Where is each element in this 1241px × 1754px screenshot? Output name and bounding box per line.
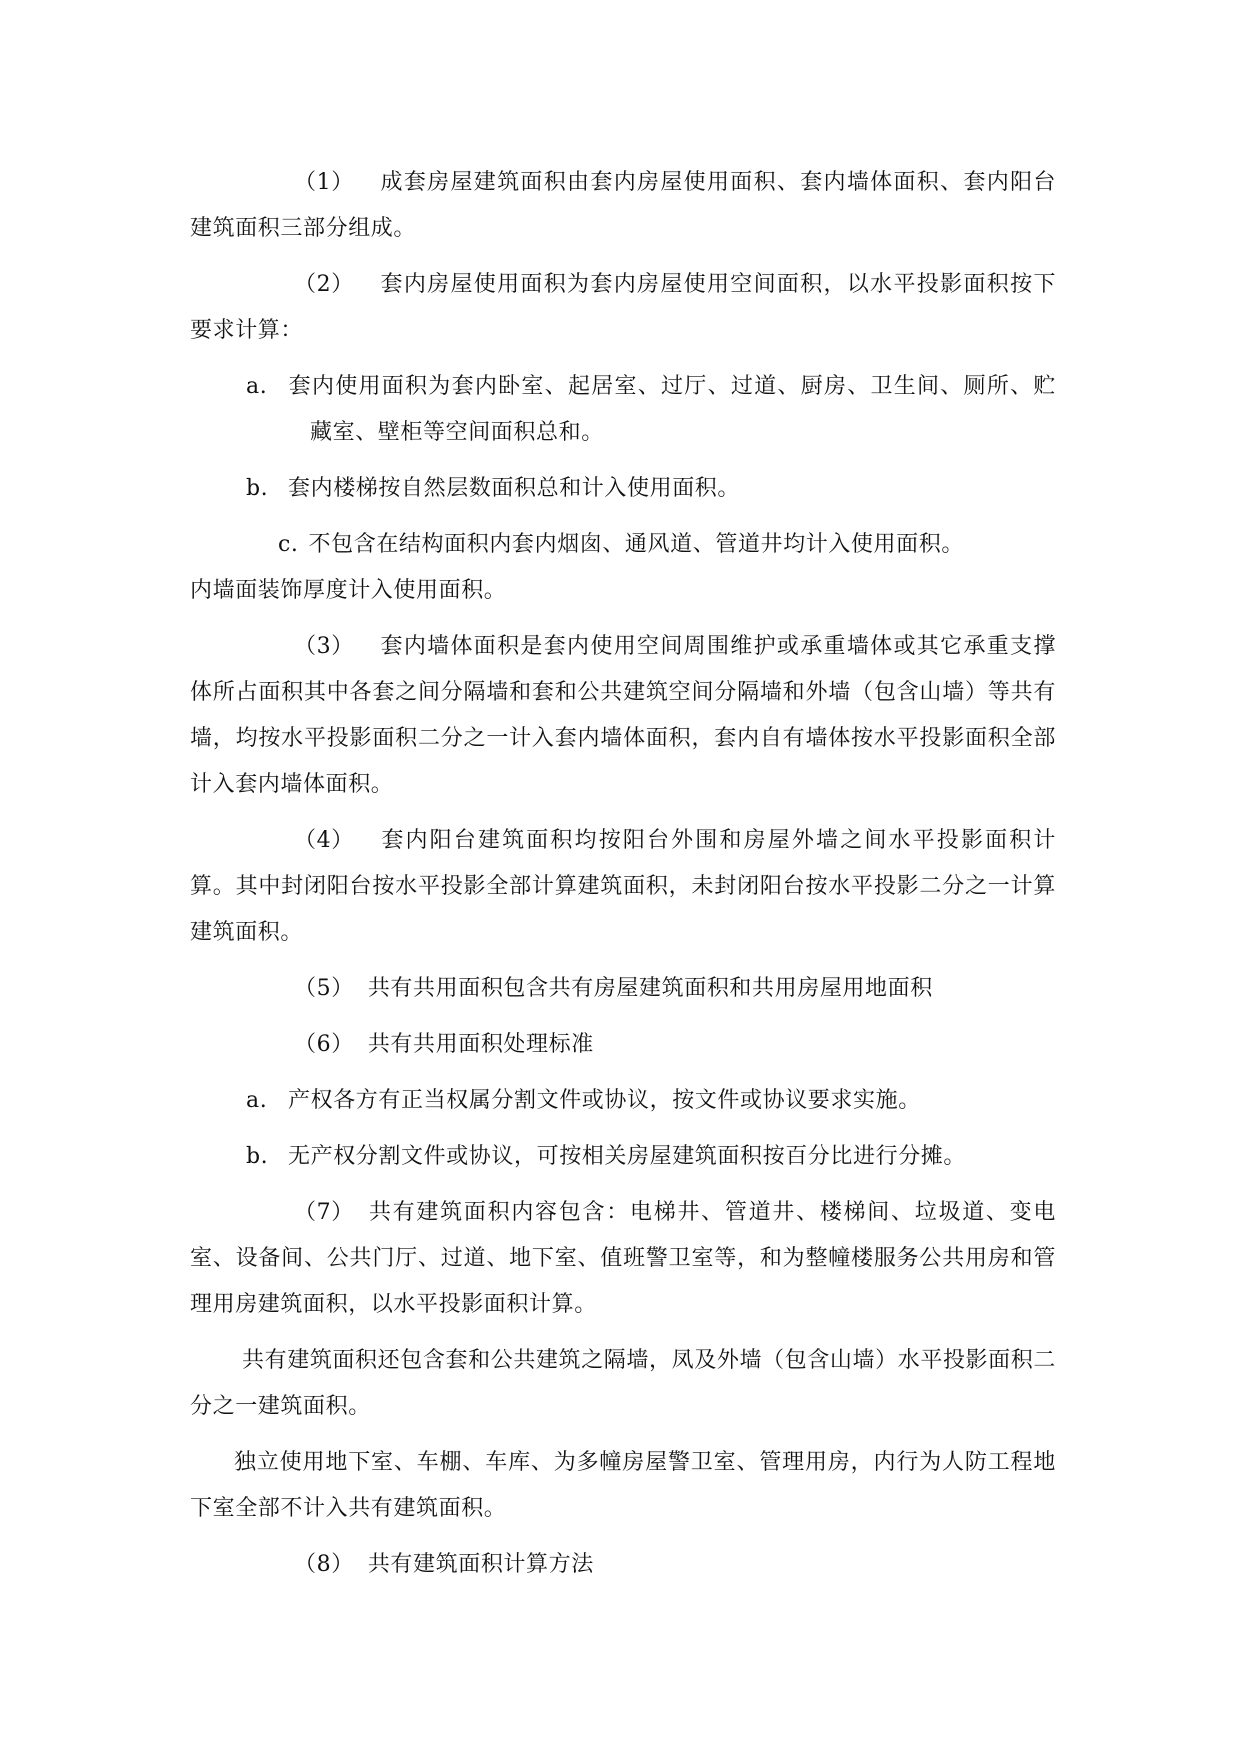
paragraph-text: 共有共用面积包含共有房屋建筑面积和共用房屋用地面积 xyxy=(367,976,933,1001)
paragraph-number: （1） xyxy=(294,170,354,195)
paragraph-2 xyxy=(190,262,1056,354)
paragraph-text: 成套房屋建筑面积由套内房屋使用面积、套内墙体面积、套内阳台建筑面积三部分组成。 xyxy=(190,170,1056,241)
paragraph-8 xyxy=(190,1542,1056,1588)
paragraph-number: （7） xyxy=(294,1200,354,1225)
paragraph-number: （6） xyxy=(294,1032,354,1057)
list-item-text: 套内楼梯按自然层数面积总和计入使用面积。 xyxy=(288,476,741,501)
paragraph-number: （3） xyxy=(294,634,354,659)
list-item-letter: c. xyxy=(278,532,299,557)
paragraph-text: 套内墙体面积是套内使用空间周围维护或承重墙体或其它承重支撑体所占面积其中各套之间分隔墙和套和公共建筑空间分隔墙和外墙（包含山墙）等共有墙，均按水平投影面积二分之一计入套内墙体面积，套内自有墙体按水平投影面积全部计入套内墙体面积。 xyxy=(190,634,1056,797)
paragraph-1 xyxy=(190,160,1056,252)
paragraph-text: 套内房屋使用面积为套内房屋使用空间面积，以水平投影面积按下要求计算： xyxy=(190,272,1056,343)
paragraph-text: 共有建筑面积内容包含：电梯井、管道井、楼梯间、垃圾道、变电室、设备间、公共门厅、过道、地下室、值班警卫室等，和为整幢楼服务公共用房和管理用房建筑面积，以水平投影面积计算。 xyxy=(190,1200,1056,1317)
list-item-2a: a. 套内使用面积为套内卧室、起居室、过厅、过道、厨房、卫生间、厕所、贮藏室、壁柜等空间面积总和。 xyxy=(246,374,1056,445)
list-item-text: 不包含在结构面积内套内烟囱、通风道、管道井均计入使用面积。 xyxy=(308,532,964,557)
paragraph-3 xyxy=(190,624,1056,808)
list-item-text: 无产权分割文件或协议，可按相关房屋建筑面积按百分比进行分摊。 xyxy=(288,1144,967,1169)
list-item-text: 产权各方有正当权属分割文件或协议，按文件或协议要求实施。 xyxy=(288,1088,921,1113)
paragraph-number: （5） xyxy=(294,976,354,1001)
list-item-text: 套内使用面积为套内卧室、起居室、过厅、过道、厨房、卫生间、厕所、贮藏室、壁柜等空间面积总和。 xyxy=(288,374,1056,445)
paragraph-7 xyxy=(190,1190,1056,1328)
list-item-2c xyxy=(190,522,1056,568)
list-item-2c-continuation: 内墙面装饰厚度计入使用面积。 xyxy=(190,578,507,603)
paragraph-text: 套内阳台建筑面积均按阳台外围和房屋外墙之间水平投影面积计算。其中封闭阳台按水平投影全部计算建筑面积，未封闭阳台按水平投影二分之一计算建筑面积。 xyxy=(190,828,1056,945)
paragraph-number: （4） xyxy=(294,828,354,853)
paragraph-6 xyxy=(190,1022,1056,1068)
list-item-6a: a. 产权各方有正当权属分割文件或协议，按文件或协议要求实施。 xyxy=(246,1088,921,1113)
document-body xyxy=(190,160,1056,1598)
paragraph-number: （2） xyxy=(294,272,354,297)
list-item-2b: b. 套内楼梯按自然层数面积总和计入使用面积。 xyxy=(246,476,741,501)
paragraph-5 xyxy=(190,966,1056,1012)
paragraph-text: 共有建筑面积计算方法 xyxy=(367,1552,594,1577)
paragraph-4 xyxy=(190,818,1056,956)
paragraph-7-extra-1: 共有建筑面积还包含套和公共建筑之隔墙，凤及外墙（包含山墙）水平投影面积二分之一建筑面积。 xyxy=(190,1348,1056,1419)
paragraph-text: 共有共用面积处理标准 xyxy=(367,1032,594,1057)
paragraph-7-extra-2: 独立使用地下室、车棚、车库、为多幢房屋警卫室、管理用房，内行为人防工程地下室全部不计入共有建筑面积。 xyxy=(190,1450,1056,1521)
paragraph-number: （8） xyxy=(294,1552,354,1577)
list-item-6b: b. 无产权分割文件或协议，可按相关房屋建筑面积按百分比进行分摊。 xyxy=(246,1144,967,1169)
